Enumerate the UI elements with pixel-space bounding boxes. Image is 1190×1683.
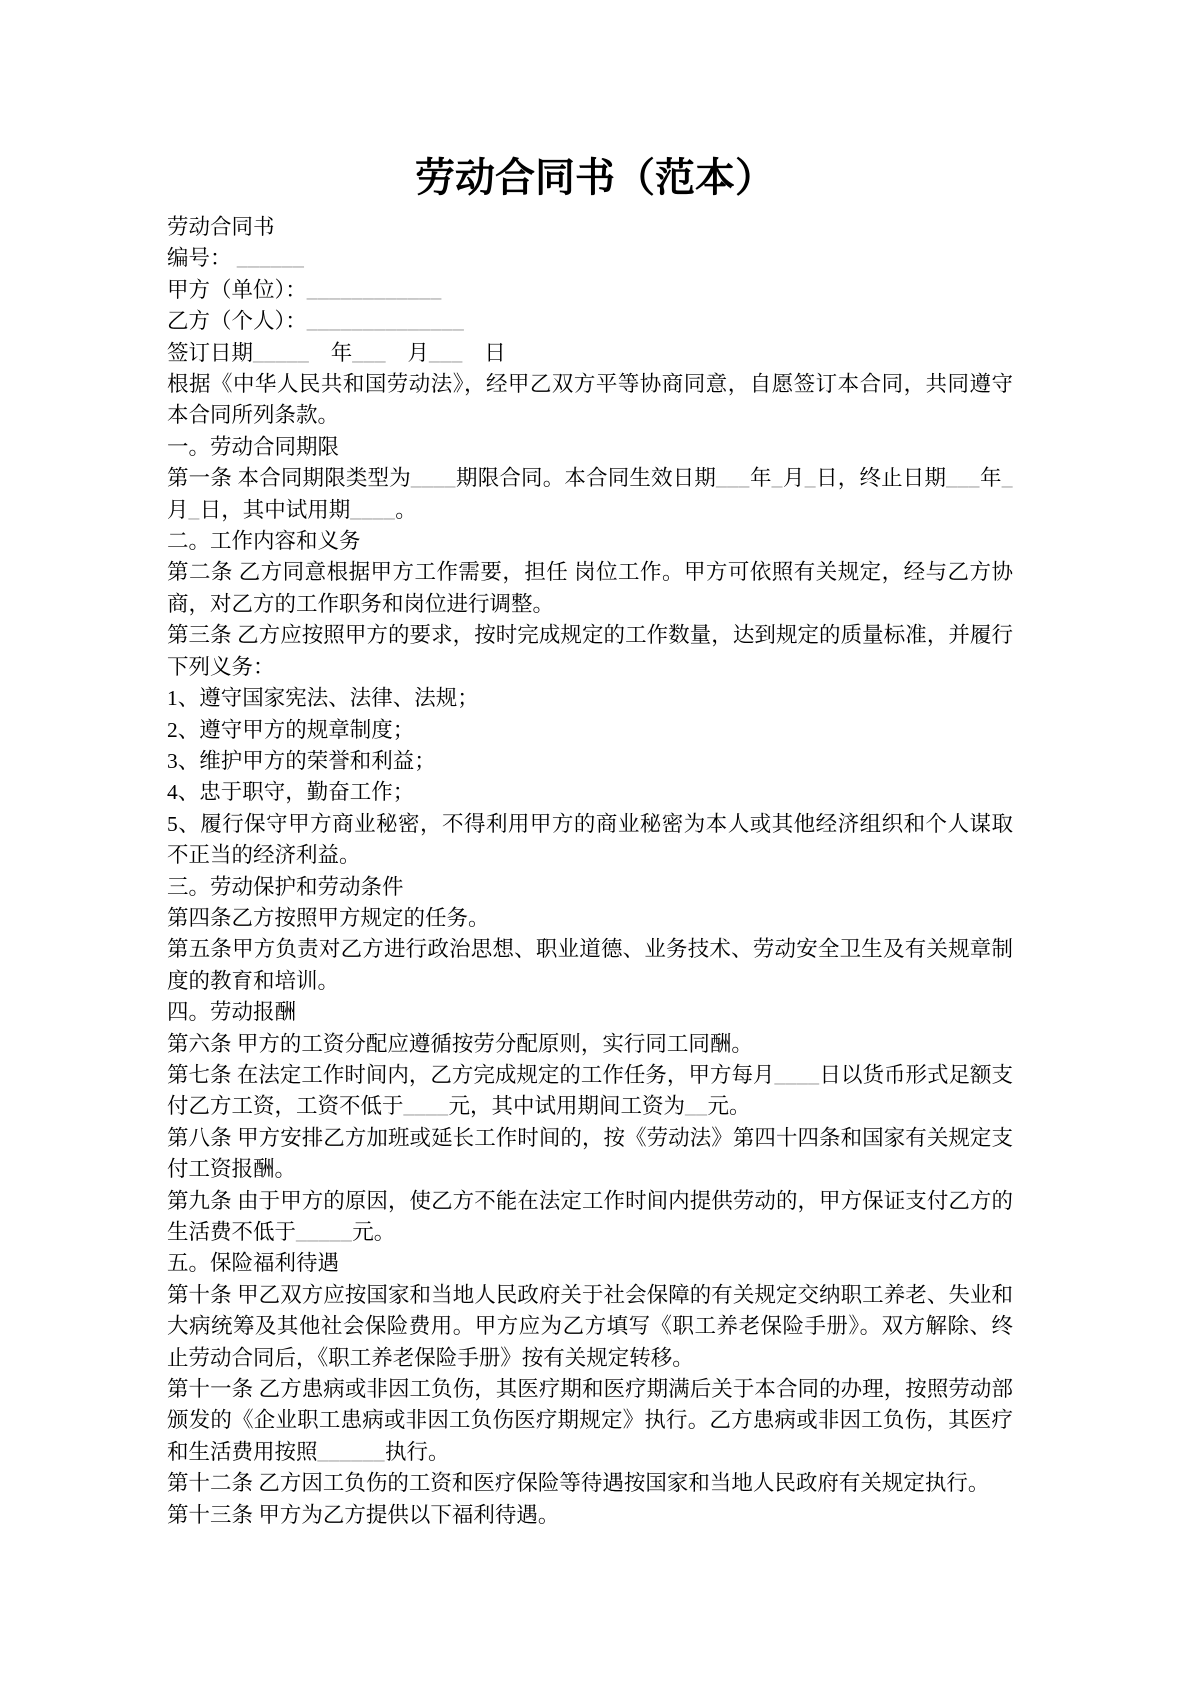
blank-underline: ___ — [716, 466, 750, 491]
paragraph: 一。劳动合同期限 — [167, 434, 340, 459]
paragraph: 第十二条 乙方因工负伤的工资和医疗保险等待遇按国家和当地人民政府有关规定执行。 — [167, 1471, 990, 1496]
paragraph: 第八条 甲方安排乙方加班或延长工作时间的，按《劳动法》第四十四条和国家有关规定支付工资报酬。 — [167, 1125, 1013, 1182]
paragraph: 劳动合同书 — [167, 215, 275, 239]
paragraph: 编号： ______ — [167, 246, 305, 271]
paragraph: 第六条 甲方的工资分配应遵循按劳分配原则，实行同工同酬。 — [167, 1031, 753, 1056]
blank-underline: ______ — [317, 1439, 386, 1464]
paragraph: 五。保险福利待遇 — [167, 1251, 340, 1276]
paragraph: 1、遵守国家宪法、法律、法规； — [167, 686, 479, 711]
paragraph: 甲方（单位）：____________ — [167, 277, 442, 302]
blank-underline: _ — [188, 497, 200, 522]
blank-underline: __ — [685, 1094, 708, 1119]
blank-underline: _____ — [253, 340, 310, 365]
blank-underline: ____ — [410, 466, 456, 491]
paragraph: 第一条 本合同期限类型为____期限合同。本合同生效日期___年_月_日，终止日期___年_月_日，其中试用期____。 — [167, 466, 1013, 522]
paragraph: 5、履行保守甲方商业秘密，不得利用甲方的商业秘密为本人或其他经济组织和个人谋取不正当的经济利益。 — [167, 811, 1013, 868]
paragraph: 第十条 甲乙双方应按国家和当地人民政府关于社会保障的有关规定交纳职工养老、失业和大病统筹及其他社会保险费用。甲方应为乙方填写《职工养老保险手册》。双方解除、终止劳动合同后，《职工养老保险手册》按有关规定转移。 — [167, 1282, 1013, 1370]
blank-underline: ____ — [403, 1094, 449, 1119]
blank-underline: ___ — [429, 340, 463, 365]
blank-underline: ______ — [236, 246, 305, 271]
blank-underline: ____ — [350, 497, 396, 522]
blank-underline: _ — [1001, 466, 1013, 491]
paragraph: 第五条甲方负责对乙方进行政治思想、职业道德、业务技术、劳动安全卫生及有关规章制度的教育和培训。 — [167, 937, 1013, 993]
paragraph: 签订日期_____ 年___ 月___ 日 — [167, 340, 506, 365]
blank-underline: _____ — [296, 1220, 353, 1244]
blank-underline: ______________ — [306, 309, 465, 334]
blank-underline: ___ — [946, 466, 980, 491]
blank-underline: _ — [804, 466, 816, 491]
paragraph: 三。劳动保护和劳动条件 — [167, 874, 404, 899]
blank-underline: _ — [771, 466, 783, 491]
paragraph: 第七条 在法定工作时间内，乙方完成规定的工作任务，甲方每月____日以货币形式足额支付乙方工资，工资不低于____元，其中试用期间工资为__元。 — [167, 1062, 1013, 1119]
paragraph: 第四条乙方按照甲方规定的任务。 — [167, 905, 490, 930]
paragraph: 乙方（个人）：______________ — [167, 309, 465, 334]
paragraph: 第十一条 乙方患病或非因工负伤，其医疗期和医疗期满后关于本合同的办理，按照劳动部颁发的《企业职工患病或非因工负伤医疗期规定》执行。乙方患病或非因工负伤，其医疗和生活费用按照______执行。 — [167, 1377, 1013, 1464]
paragraph: 2、遵守甲方的规章制度； — [167, 717, 415, 742]
blank-underline: ____________ — [306, 277, 442, 302]
blank-underline: ____ — [774, 1062, 820, 1087]
blank-underline: ___ — [352, 340, 387, 365]
paragraph: 4、忠于职守，勤奋工作； — [167, 780, 415, 805]
paragraph: 第二条 乙方同意根据甲方工作需要，担任 岗位工作。甲方可依照有关规定，经与乙方协商，对乙方的工作职务和岗位进行调整。 — [167, 560, 1013, 616]
paragraph: 第十三条 甲方为乙方提供以下福利待遇。 — [167, 1502, 560, 1527]
paragraph: 第九条 由于甲方的原因，使乙方不能在法定工作时间内提供劳动的，甲方保证支付乙方的生活费不低于_____元。 — [167, 1188, 1013, 1244]
paragraph: 第三条 乙方应按照甲方的要求，按时完成规定的工作数量，达到规定的质量标准，并履行下列义务： — [167, 623, 1013, 679]
page-title: 劳动合同书（范本） — [415, 155, 775, 200]
paragraph: 3、维护甲方的荣誉和利益； — [167, 748, 436, 773]
paragraph: 四。劳动报酬 — [167, 1000, 297, 1025]
paragraph: 根据《中华人民共和国劳动法》，经甲乙双方平等协商同意，自愿签订本合同，共同遵守本合同所列条款。 — [167, 372, 1013, 428]
paragraph: 二。工作内容和义务 — [167, 529, 361, 554]
contract-body — [167, 212, 1013, 1531]
